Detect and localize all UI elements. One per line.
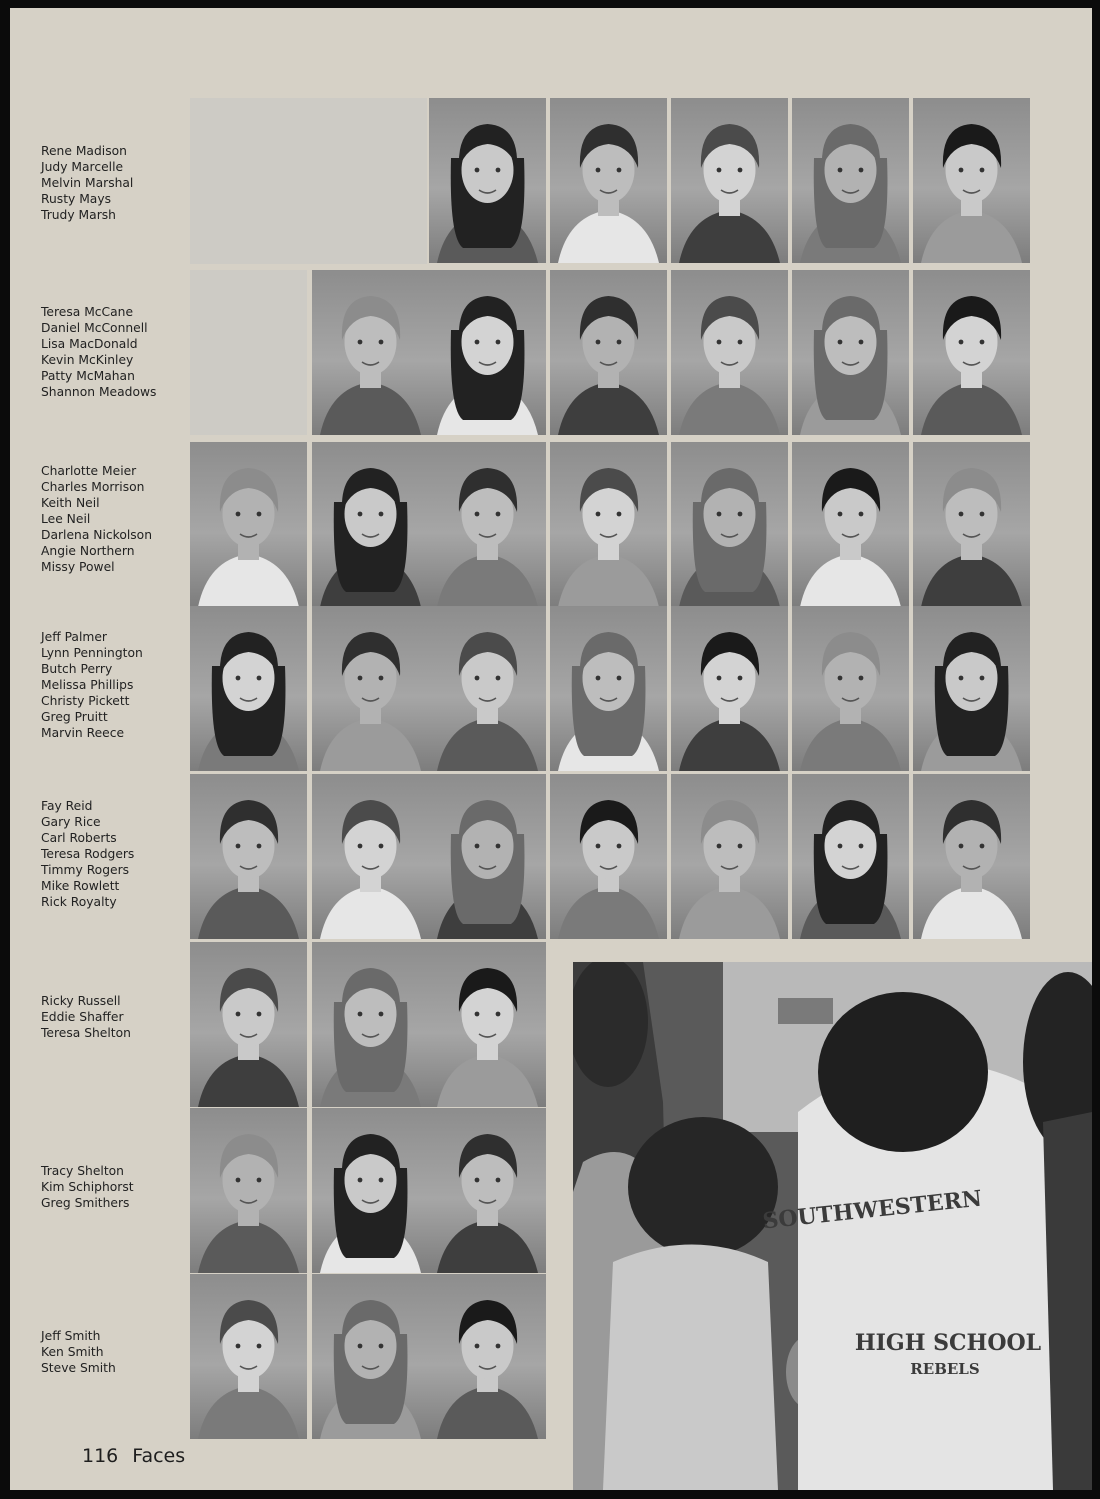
student-portrait — [671, 774, 788, 939]
student-name: Missy Powel — [41, 560, 115, 574]
student-portrait — [190, 774, 307, 939]
shirt-text-line-1: SOUTHWESTERN — [761, 1185, 984, 1235]
student-portrait — [312, 774, 429, 939]
student-name: Teresa McCane — [41, 305, 134, 319]
student-portrait — [190, 442, 307, 607]
student-name: Kevin McKinley — [41, 353, 134, 367]
student-portrait — [913, 442, 1030, 607]
student-portrait — [792, 98, 909, 263]
student-portrait — [671, 442, 788, 607]
student-name: Charlotte Meier — [41, 464, 137, 478]
student-name: Steve Smith — [41, 1361, 116, 1375]
name-list — [41, 629, 143, 741]
student-portrait — [671, 270, 788, 435]
student-portrait — [429, 442, 546, 607]
student-portrait — [429, 98, 546, 263]
student-portrait — [429, 1108, 546, 1273]
student-portrait — [312, 442, 429, 607]
student-name: Greg Pruitt — [41, 710, 108, 724]
student-name: Melvin Marshal — [41, 176, 134, 190]
student-portrait — [550, 606, 667, 771]
student-name: Patty McMahan — [41, 369, 135, 383]
student-name: Kim Schiphorst — [41, 1180, 134, 1194]
student-portrait — [190, 606, 307, 771]
name-list — [41, 1163, 134, 1211]
shirt-text-line-2: HIGH SCHOOL — [854, 1330, 1042, 1356]
student-name: Christy Pickett — [41, 694, 130, 708]
student-name: Darlena Nickolson — [41, 528, 153, 542]
student-name: Lee Neil — [41, 512, 91, 526]
student-name: Fay Reid — [41, 799, 93, 813]
student-portrait — [312, 1274, 429, 1439]
name-list — [41, 143, 133, 223]
page-number: 116 — [82, 1445, 119, 1467]
student-portrait — [913, 270, 1030, 435]
student-name: Teresa Shelton — [41, 1026, 131, 1040]
student-portrait — [312, 942, 429, 1107]
student-name: Melissa Phillips — [41, 678, 134, 692]
student-name: Ricky Russell — [41, 994, 121, 1008]
student-portrait — [792, 606, 909, 771]
student-name: Jeff Palmer — [41, 630, 107, 644]
student-name: Rusty Mays — [41, 192, 112, 206]
section-title: Faces — [132, 1445, 186, 1467]
student-portrait — [792, 774, 909, 939]
student-name: Angie Northern — [41, 544, 135, 558]
student-portrait — [550, 98, 667, 263]
student-name: Lynn Pennington — [41, 646, 143, 660]
student-portrait — [550, 774, 667, 939]
student-portrait — [190, 1274, 307, 1439]
student-name: Ken Smith — [41, 1345, 104, 1359]
blank-panel — [190, 98, 427, 264]
student-name: Keith Neil — [41, 496, 100, 510]
student-name: Shannon Meadows — [41, 385, 157, 399]
student-name: Marvin Reece — [41, 726, 125, 740]
student-portrait — [913, 774, 1030, 939]
student-portrait — [550, 270, 667, 435]
name-list — [41, 463, 152, 575]
student-name: Lisa MacDonald — [41, 337, 138, 351]
student-name: Gary Rice — [41, 815, 101, 829]
student-portrait — [429, 942, 546, 1107]
student-name: Judy Marcelle — [41, 160, 124, 174]
student-portrait — [550, 442, 667, 607]
student-portrait — [312, 1108, 429, 1273]
student-name: Trudy Marsh — [41, 208, 116, 222]
student-name: Daniel McConnell — [41, 321, 148, 335]
student-name: Teresa Rodgers — [41, 847, 135, 861]
student-name: Eddie Shaffer — [41, 1010, 124, 1024]
student-name: Timmy Rogers — [41, 863, 130, 877]
blank-panel — [190, 270, 307, 435]
student-portrait — [913, 606, 1030, 771]
name-list — [41, 304, 156, 400]
student-name: Tracy Shelton — [41, 1164, 124, 1178]
student-portrait — [190, 1108, 307, 1273]
student-portrait — [792, 442, 909, 607]
student-name: Butch Perry — [41, 662, 113, 676]
student-portrait — [671, 606, 788, 771]
student-portrait — [312, 270, 429, 435]
shirt-text-line-3: REBELS — [910, 1360, 980, 1378]
student-portrait — [429, 774, 546, 939]
student-portrait — [429, 1274, 546, 1439]
student-name: Carl Roberts — [41, 831, 117, 845]
student-name: Jeff Smith — [41, 1329, 101, 1343]
student-portrait — [429, 606, 546, 771]
name-list — [41, 1328, 116, 1376]
page-footer — [82, 1445, 199, 1467]
student-name: Charles Morrison — [41, 480, 145, 494]
name-list — [41, 993, 131, 1041]
student-name: Mike Rowlett — [41, 879, 120, 893]
student-name: Rene Madison — [41, 144, 127, 158]
student-portrait — [913, 98, 1030, 263]
name-list — [41, 798, 134, 910]
student-portrait — [312, 606, 429, 771]
yearbook-page — [10, 8, 1092, 1490]
student-portrait — [671, 98, 788, 263]
student-portrait — [429, 270, 546, 435]
student-name: Rick Royalty — [41, 895, 117, 909]
student-portrait — [792, 270, 909, 435]
student-name: Greg Smithers — [41, 1196, 130, 1210]
candid-photo — [573, 962, 1092, 1490]
student-portrait — [190, 942, 307, 1107]
